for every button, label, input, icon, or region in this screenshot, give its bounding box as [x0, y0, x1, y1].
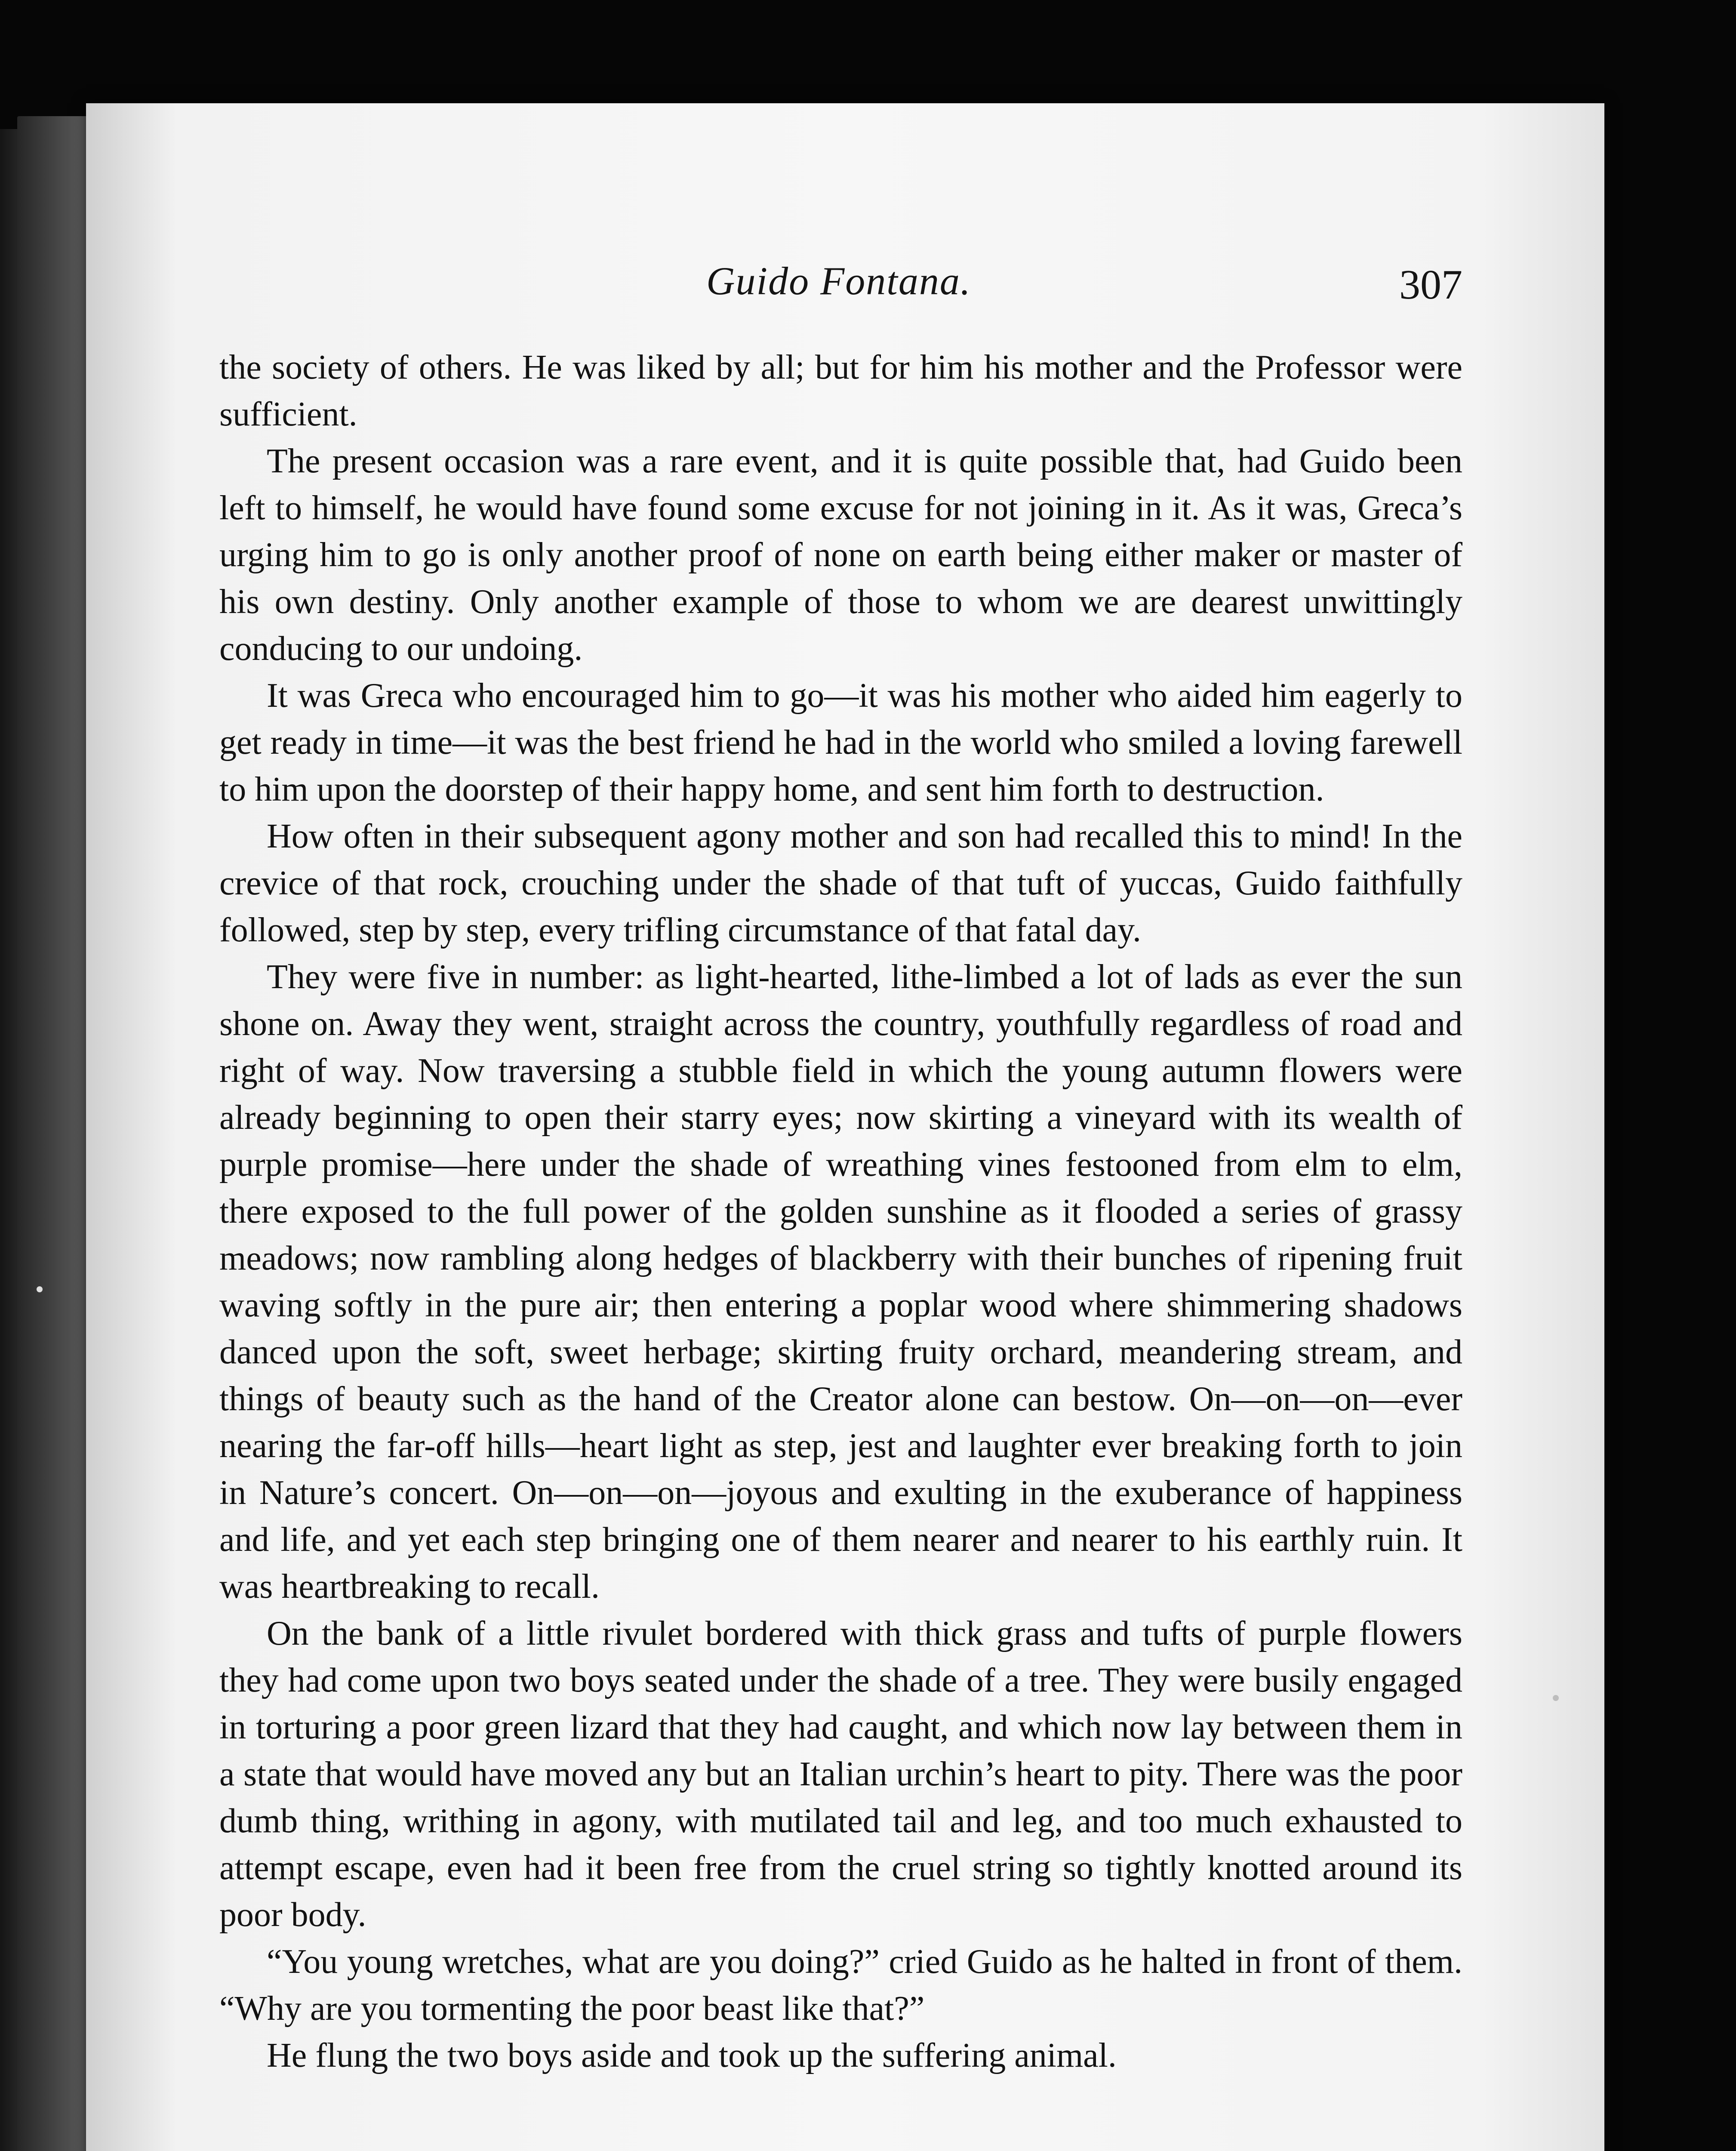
page-header [215, 258, 1462, 318]
paragraph: The present occasion was a rare event, and it is quite possible that, had Guido been left to himself, he would have found some excuse for not joining in it. As it was, Greca’s urging him to go is only another proof of none on earth being either maker or master of his own destiny. Only another example of those to whom we are dearest unwittingly conducing to our undoing. [219, 442, 1462, 668]
paragraph: “You young wretches, what are you doing?” cried Guido as he halted in front of them. “Why are you tormenting the poor beast like that?” [219, 1943, 1462, 2028]
body-text [219, 344, 1462, 2079]
paragraph: On the bank of a little rivulet bordered with thick grass and tufts of purple flowers they had come upon two boys seated under the shade of a tree. They were busily engaged in torturing a poor green lizard that they had caught, and which now lay between them in a state that would have moved any but an Italian urchin’s heart to pity. There was the poor dumb thing, writhing in agony, with mutilated tail and leg, and too much exhausted to attempt escape, even had it been free from the cruel string so tightly knotted around its poor body. [219, 1615, 1462, 1934]
paragraph: How often in their subsequent agony mother and son had recalled this to mind! In the crevice of that rock, crouching under the shade of that tuft of yuccas, Guido faithfully followed, step by step, every trifling circumstance of that fatal day. [219, 817, 1462, 949]
dust-speck [1553, 1695, 1559, 1701]
paragraph: the society of others. He was liked by all; but for him his mother and the Professor were sufficient. [219, 348, 1462, 433]
paragraph: They were five in number: as light-hearted, lithe-limbed a lot of lads as ever the sun shone on. Away they went, straight across the country, youthfully regardless of road and right of way. Now traversing a stubble field in which the young autumn flowers were already beginning to open their starry eyes; now skirting a vineyard with its wealth of purple promise—here under the shade of wreathing vines festooned from elm to elm, there exposed to the full power of the golden sunshine as it flooded a series of grassy meadows; now rambling along hedges of blackberry with their bunches of ripening fruit waving softly in the pure air; then entering a poplar wood where shimmering shadows danced upon the soft, sweet herbage; skirting fruity orchard, meandering stream, and things of beauty such as the hand of the Creator alone can bestow. On—on—on—ever nearing the far-off hills—heart light as step, jest and laughter ever breaking forth to join in Nature’s concert. On—on—on—joyous and exulting in the exuberance of happiness and life, and yet each step bringing one of them nearer and nearer to his earthly ruin. It was heartbreaking to recall. [219, 958, 1462, 1606]
paragraph: It was Greca who encouraged him to go—it was his mother who aided him eagerly to get ready in time—it was the best friend he had in the world who smiled a loving farewell to him upon the doorstep of their happy home, and sent him forth to destruction. [219, 677, 1462, 808]
dust-speck [37, 1286, 43, 1292]
running-title: Guido Fontana. [706, 259, 971, 303]
paragraph: He flung the two boys aside and took up the suffering animal. [267, 2037, 1117, 2074]
book-page [86, 103, 1604, 2151]
page-number: 307 [1399, 262, 1462, 308]
